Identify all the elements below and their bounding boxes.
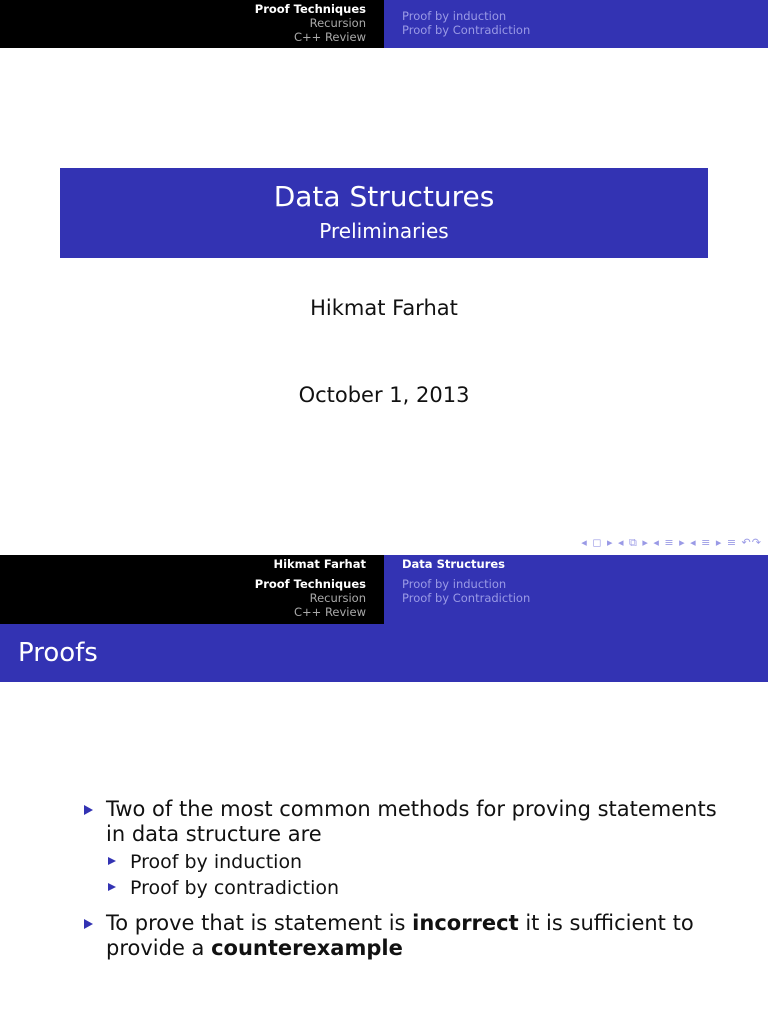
presentation-date: October 1, 2013 [298, 383, 470, 407]
nav-section-cpp-review[interactable]: C++ Review [294, 605, 366, 619]
bullet-triangle-icon [108, 857, 116, 865]
sub-list [106, 849, 720, 901]
nav-section-cpp-review[interactable]: C++ Review [294, 30, 366, 44]
slide-content [80, 797, 720, 961]
bullet-triangle-icon [108, 883, 116, 891]
header-author: Hikmat Farhat [273, 557, 366, 571]
header-subsection-nav [384, 0, 768, 48]
list-item [80, 797, 720, 901]
bullet-triangle-icon [84, 919, 93, 929]
sub-bullet-text: Proof by induction [130, 851, 303, 873]
list-item [106, 875, 720, 901]
proofs-slide [0, 555, 768, 1024]
list-item [80, 911, 720, 961]
header-section-nav [0, 555, 384, 624]
nav-section-recursion[interactable]: Recursion [309, 16, 366, 30]
nav-section-proof-techniques[interactable]: Proof Techniques [254, 2, 366, 16]
nav-subsection-contradiction[interactable]: Proof by Contradiction [402, 23, 531, 37]
bullet-text-part: it is sufficient to provide a [106, 911, 694, 960]
list-item [106, 849, 720, 875]
bullet-text: Two of the most common methods for proving statements in data structure are [106, 797, 717, 846]
author-name: Hikmat Farhat [310, 296, 458, 320]
nav-section-recursion[interactable]: Recursion [309, 591, 366, 605]
emphasis-incorrect: incorrect [412, 911, 519, 935]
presentation-title: Data Structures [273, 180, 495, 213]
emphasis-counterexample: counterexample [211, 936, 403, 960]
beamer-navigation-icons[interactable]: ◂ ◻ ▸ ◂ ⧉ ▸ ◂ ≡ ▸ ◂ ≡ ▸ ≡ ↶↷ [581, 536, 762, 549]
sub-bullet-text: Proof by contradiction [130, 877, 340, 899]
nav-subsection-contradiction[interactable]: Proof by Contradiction [402, 591, 531, 605]
slide-header [0, 555, 768, 624]
header-subsection-nav [384, 555, 768, 624]
bullet-triangle-icon [84, 805, 93, 815]
bullet-text-part: To prove that is statement is [106, 911, 413, 935]
slide-header [0, 0, 768, 48]
title-block [60, 168, 708, 258]
frame-title: Proofs [0, 624, 768, 682]
header-title: Data Structures [402, 557, 506, 571]
nav-subsection-induction[interactable]: Proof by induction [402, 577, 507, 591]
presentation-subtitle: Preliminaries [319, 219, 449, 243]
nav-section-proof-techniques[interactable]: Proof Techniques [254, 577, 366, 591]
nav-subsection-induction[interactable]: Proof by induction [402, 9, 507, 23]
header-section-nav [0, 0, 384, 48]
